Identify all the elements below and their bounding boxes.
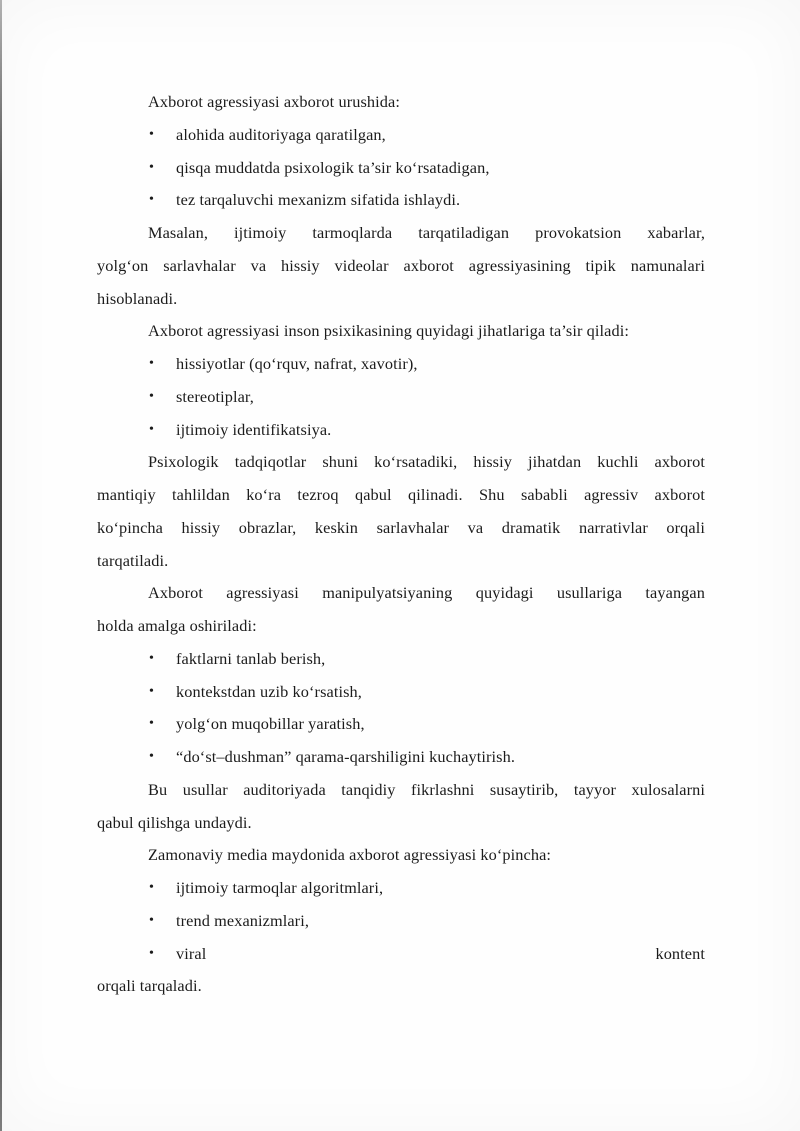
list-item bbox=[97, 872, 705, 905]
bullet-icon: • bbox=[149, 716, 155, 732]
list-item-text: “do‘st–dushman” qarama-qarshiligini kuchaytirish. bbox=[176, 747, 516, 766]
paragraph-line: mantiqiy tahlildan ko‘ra tezroq qabul qilinadi. Shu sababli agressiv axborot bbox=[97, 485, 705, 504]
list-item-text-end: kontent bbox=[655, 943, 705, 963]
paragraph-line: holda amalga oshiriladi: bbox=[97, 616, 257, 635]
list-item-text: faktlarni tanlab berish, bbox=[176, 648, 326, 668]
list-item bbox=[97, 741, 705, 774]
paragraph-line: qabul qilishga undaydi. bbox=[97, 812, 252, 832]
list-item bbox=[97, 184, 705, 217]
list-item-text: tez tarqaluvchi mexanizm sifatida ishlaydi. bbox=[176, 190, 461, 210]
paragraph-line: ko‘pincha hissiy obrazlar, keskin sarlavhalar va dramatik narrativlar orqali bbox=[97, 517, 705, 537]
list-item bbox=[97, 152, 705, 185]
bullet-icon: • bbox=[149, 159, 155, 175]
paragraph-line: Axborot agressiyasi inson psixikasining quyidagi jihatlariga ta’sir qiladi: bbox=[148, 321, 629, 341]
list-item-text: ijtimoiy tarmoqlar algoritmlari, bbox=[176, 878, 384, 897]
paragraph-line: Bu usullar auditoriyada tanqidiy fikrlashni susaytirib, tayyor xulosalarni bbox=[148, 779, 705, 799]
list-item bbox=[97, 643, 705, 676]
list-item-text: yolg‘on muqobillar yaratish, bbox=[176, 714, 365, 734]
list-item bbox=[97, 905, 705, 938]
list-item-text: alohida auditoriyaga qaratilgan, bbox=[176, 124, 386, 144]
paragraph-line: yolg‘on sarlavhalar va hissiy videolar axborot agressiyasining tipik namunalari bbox=[97, 255, 705, 275]
bullet-icon: • bbox=[149, 356, 155, 371]
bullet-icon: • bbox=[149, 388, 155, 404]
bullet-icon: • bbox=[149, 192, 155, 208]
list-item-text: stereotiplar, bbox=[176, 386, 254, 406]
page-edge-shadow bbox=[0, 0, 2, 1131]
list-item bbox=[97, 938, 705, 971]
list-item-text: hissiyotlar (qo‘rquv, nafrat, xavotir), bbox=[176, 354, 418, 373]
paragraph-line: Zamonaviy media maydonida axborot agressiyasi ko‘pincha: bbox=[148, 845, 552, 865]
bullet-icon: • bbox=[149, 683, 155, 699]
paragraph-line: tarqatiladi. bbox=[97, 550, 169, 570]
document-content bbox=[97, 86, 705, 1003]
bullet-icon: • bbox=[149, 945, 155, 961]
list-item bbox=[97, 381, 705, 414]
list-item-text: qisqa muddatda psixologik ta’sir ko‘rsatadigan, bbox=[176, 157, 490, 177]
list-item bbox=[97, 414, 705, 447]
bullet-icon: • bbox=[149, 421, 155, 437]
paragraph-line: orqali tarqaladi. bbox=[97, 976, 202, 996]
bullet-icon: • bbox=[149, 126, 155, 142]
list-item-text: trend mexanizmlari, bbox=[176, 910, 310, 930]
paragraph-line: hisoblanadi. bbox=[97, 288, 178, 308]
list-item-text-start: viral bbox=[176, 943, 207, 963]
list-item bbox=[97, 119, 705, 152]
list-item bbox=[97, 708, 705, 741]
paragraph-line: Masalan, ijtimoiy tarmoqlarda tarqatiladigan provokatsion xabarlar, bbox=[148, 223, 705, 242]
list-item bbox=[97, 348, 705, 381]
paragraph-line: Axborot agressiyasi manipulyatsiyaning quyidagi usullariga tayangan bbox=[148, 583, 705, 603]
list-item-text: kontekstdan uzib ko‘rsatish, bbox=[176, 681, 362, 701]
bullet-icon: • bbox=[149, 650, 155, 666]
paragraph-line: Psixologik tadqiqotlar shuni ko‘rsatadiki, hissiy jihatdan kuchli axborot bbox=[148, 452, 705, 472]
paragraph-line: Axborot agressiyasi axborot urushida: bbox=[148, 92, 400, 111]
list-item-text: ijtimoiy identifikatsiya. bbox=[176, 419, 332, 439]
bullet-icon: • bbox=[149, 749, 155, 764]
bullet-icon: • bbox=[149, 880, 155, 895]
bullet-icon: • bbox=[149, 912, 155, 928]
list-item bbox=[97, 676, 705, 709]
